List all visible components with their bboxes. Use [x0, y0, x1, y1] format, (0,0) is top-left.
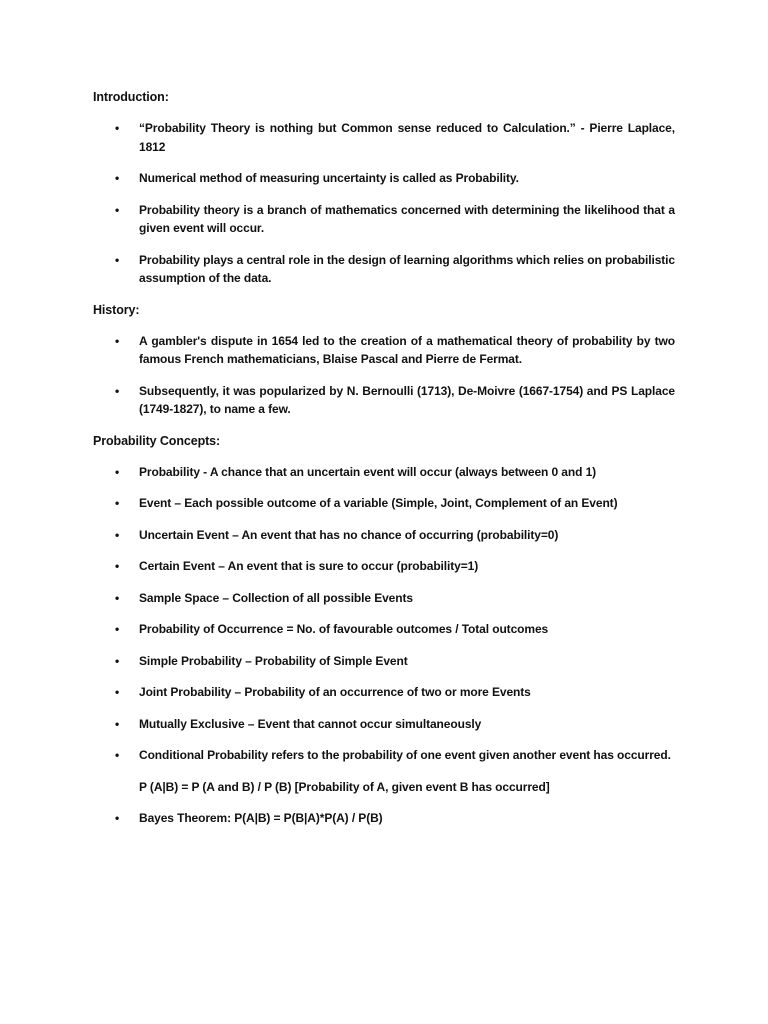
- list-item: [93, 201, 675, 238]
- concepts-list: [93, 463, 675, 828]
- list-item-text: Probability - A chance that an uncertain event will occur (always between 0 and 1): [139, 464, 597, 479]
- introduction-heading: Introduction:: [93, 90, 169, 104]
- list-item: [93, 620, 675, 639]
- list-item: [93, 589, 675, 608]
- list-item: [93, 494, 675, 513]
- bullet-icon: •: [115, 171, 120, 185]
- list-item: [93, 119, 675, 156]
- bullet-icon: •: [115, 590, 120, 605]
- list-item: [93, 715, 675, 734]
- bullet-icon: •: [115, 653, 120, 668]
- list-item-text: Certain Event – An event that is sure to occur (probability=1): [139, 559, 479, 573]
- list-item: [93, 332, 675, 369]
- list-item-text: Mutually Exclusive – Event that cannot occur simultaneously: [139, 716, 482, 731]
- concepts-heading: Probability Concepts:: [93, 433, 221, 448]
- list-item-text: Conditional Probability refers to the probability of one event given another event has occurred.: [139, 748, 671, 762]
- conditional-probability-formula: P (A|B) = P (A and B) / P (B) [Probability of A, given event B has occurred]: [139, 779, 550, 794]
- list-item-text: Uncertain Event – An event that has no chance of occurring (probability=0): [139, 527, 559, 542]
- bullet-icon: •: [115, 121, 120, 135]
- list-item: [93, 526, 675, 545]
- bullet-icon: •: [115, 202, 120, 217]
- bullet-icon: •: [115, 333, 120, 348]
- bullet-icon: •: [115, 383, 120, 398]
- bullet-icon: •: [115, 716, 120, 731]
- bullet-icon: •: [115, 464, 120, 479]
- list-item: [93, 557, 675, 576]
- list-item-text: Probability theory is a branch of mathematics concerned with determining the likelihood that a given event will occur.: [139, 202, 675, 235]
- list-item-text: A gambler's dispute in 1654 led to the creation of a mathematical theory of probability by two famous French mathematicians, Blaise Pascal and Pierre de Fermat.: [139, 333, 675, 366]
- list-item-text: Probability of Occurrence = No. of favourable outcomes / Total outcomes: [139, 622, 549, 636]
- list-item: [93, 463, 675, 482]
- bullet-icon: •: [115, 622, 120, 636]
- list-item: [93, 683, 675, 702]
- list-item-text: Simple Probability – Probability of Simple Event: [139, 653, 408, 668]
- list-item: [93, 251, 675, 288]
- list-item: [93, 652, 675, 671]
- bullet-icon: •: [115, 811, 120, 825]
- list-item-text: Subsequently, it was popularized by N. Bernoulli (1713), De-Moivre (1667-1754) and PS Laplace (1749-1827), to name a few.: [139, 383, 675, 416]
- bullet-icon: •: [115, 559, 120, 573]
- list-item-text: Bayes Theorem: P(A|B) = P(B|A)*P(A) / P(B): [139, 811, 383, 825]
- bullet-icon: •: [115, 685, 120, 699]
- history-heading: History:: [93, 302, 140, 317]
- list-item-text: Sample Space – Collection of all possible Events: [139, 590, 413, 605]
- list-item-text: “Probability Theory is nothing but Common sense reduced to Calculation.” - Pierre Laplace, 1812: [139, 121, 675, 154]
- list-item: [93, 809, 675, 828]
- bullet-icon: •: [115, 748, 120, 762]
- list-item-text: Event – Each possible outcome of a variable (Simple, Joint, Complement of an Event): [139, 496, 618, 510]
- list-item-text: Numerical method of measuring uncertainty is called as Probability.: [139, 171, 519, 185]
- list-item: [93, 746, 675, 796]
- history-list: [93, 332, 675, 419]
- document-body: [93, 88, 675, 841]
- introduction-list: [93, 119, 675, 288]
- bullet-icon: •: [115, 252, 120, 267]
- list-item: [93, 169, 675, 188]
- list-item: [93, 382, 675, 419]
- list-item-text: Joint Probability – Probability of an occurrence of two or more Events: [139, 685, 531, 699]
- list-item-text: Probability plays a central role in the design of learning algorithms which relies on probabilistic assumption of the data.: [139, 252, 675, 285]
- bullet-icon: •: [115, 496, 120, 510]
- bullet-icon: •: [115, 527, 120, 542]
